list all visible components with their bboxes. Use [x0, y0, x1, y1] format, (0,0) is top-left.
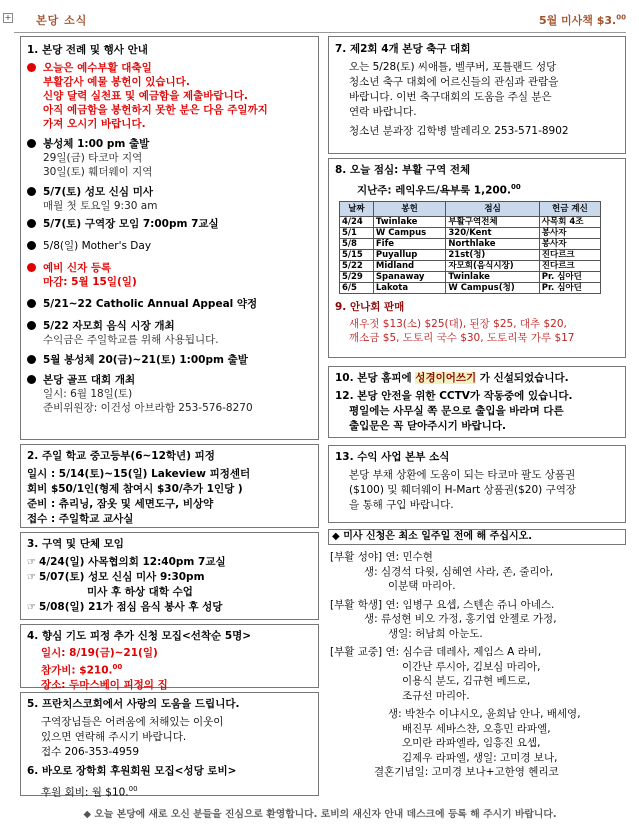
section-2-title: 2. 주일 학교 중고등부(6~12학년) 피정 [27, 450, 215, 462]
table-cell: 21st(청) [446, 249, 539, 260]
table-cell: 5/8 [340, 238, 374, 249]
bullet-icon [27, 375, 36, 384]
bullet-icon [27, 299, 36, 308]
lunch-schedule-table: 날짜 봉헌 점심 헌금 계신 4/24 Twinlake 부활구역전체 사목회 4조 5/1 W Campus 320/Kent 봉사자 5/8 Fife Northlake 봉사자 5/15 Puyallup 21st(청) 진다르크 5/22 Midland 자모회(음식시장) 진다르크 5/29 Spanaway Twinlake Pr. 심아딘 6/5 Lakota W Campus(청) Pr. 심아딘 [339, 201, 601, 294]
section-1 [20, 36, 319, 440]
section-7-title: 7. 제2회 4개 본당 축구 대회 [335, 43, 471, 55]
bullet-icon [27, 63, 36, 72]
table-cell: 부활구역전체 [446, 216, 539, 227]
diamond-icon: ◆ [83, 809, 91, 820]
mothers-day-item: 5/8(일) Mother's Day [27, 239, 312, 253]
golf-item: 본당 골프 대회 개최 일시: 6월 18일(토) 준비위원장: 이건성 아브라함 253-576-8270 [27, 373, 312, 415]
section-5-6: 5. 프란치스코회에서 사랑의 도움을 드립니다. 구역장님들은 어려움에 처해있는 이웃이 있으면 연락해 주시기 바랍니다. 접수 206-353-4959 6. 바오로 장학회 후원회원 모집<성당 로비> 후원 회비: 월 $10.00 [20, 692, 319, 796]
table-cell: W Campus [373, 227, 446, 238]
expand-icon[interactable]: + [4, 13, 12, 22]
table-cell: 5/22 [340, 260, 374, 271]
table-cell: 진다르크 [539, 249, 600, 260]
table-cell: 5/1 [340, 227, 374, 238]
table-cell: 진다르크 [539, 260, 600, 271]
mass-request-bar: ◆ 미사 신청은 최소 일주일 전에 해 주십시오. [328, 529, 626, 545]
mass-intentions: [부활 성야] 연: 민수현 생: 심경석 다윗, 심혜연 사라, 존, 줄리아, 이분택 마리아. [부활 학생] 연: 임병구 요셉, 스텐손 쥬니 아네스. 생: 류성현 비오 가정, 홍기엽 안젤로 가정, 생일: 허남희 아눈도. [부활 교중] 연: 심수금 데레사, 제임스 A 라비, 이간난 루시아, 김보심 마리아, 이용식 분도, 김규현 베드로, 조규선 마리아. 생: 박찬수 이냐시오, 윤희남 안나, 배세영, 배진무 세바스챤, 오흥민 라파엘, 오미란 라파엘라, 임흥진 요셉, 김제우 라파엘, 생일: 고미경 보나, 결혼기념일: 고미경 보나+고한영 헨리코 [330, 551, 581, 778]
section-8-9: 8. 오늘 점심: 부활 구역 전체 지난주: 레익우드/욕부룩 1,200.00 날짜 봉헌 점심 헌금 계신 4/24 Twinlake 부활구역전체 사목회 4조 5/1 W Campus 320/Kent 봉사자 5/8 Fife Northlake 봉사자 5/15 Puyallup 21st(청) 진다르크 5/22 Midland 자모회(음식시장) 진다르크 5/29 Spanaway Twinlake Pr. 심아딘 6/5 Lakota W Campus(청) Pr. 심아딘 9. 안나회 판매 새우젓 $13(소) $25(대), 된장 $25, 대추 $20, 깨소금 $5, 도토리 국수 $30, 도토리묵 가루 $17 [328, 158, 626, 358]
table-cell: 사목회 4조 [539, 216, 600, 227]
bullet-icon [27, 263, 36, 272]
section-8-title: 8. 오늘 점심: 부활 구역 전체 [335, 164, 471, 176]
section-7: 7. 제2회 4개 본당 축구 대회 오는 5/28(토) 씨애틀, 벨쿠버, 포틀랜드 성당 청소년 축구 대회에 어르신들의 관심과 관람을 바랍니다. 이번 축구대회의 도움을 주실 분은 연락 바랍니다. 청소년 분과장 김학병 발레리오 253-571-8902 [328, 36, 626, 154]
table-cell: 봉사자 [539, 227, 600, 238]
header-left: 본당 소식 [36, 14, 88, 27]
table-cell: Spanaway [373, 271, 446, 282]
section-13-title: 13. 수익 사업 본부 소식 [335, 451, 450, 463]
section-2: 2. 주일 학교 중고등부(6~12학년) 피정 일시 : 5/14(토)~15(일) Lakeview 피정센터 회비 $50/1인(형제 참여시 $30/추가 1인당 ) 준비 : 츄리닝, 잠옷 및 세면도구, 비상약 접수 : 주일학교 교사실 [20, 444, 319, 528]
marian-mass-item: 5/7(토) 성모 신심 미사 매월 첫 토요일 9:30 am [27, 185, 312, 213]
table-cell: 320/Kent [446, 227, 539, 238]
section-13: 13. 수익 사업 본부 소식 본당 부채 상환에 도움이 되는 타코마 팔도 상품권 ($100) 및 훼더웨이 H-Mart 상품권($20) 구역장 을 통해 구입 바랍니다. [328, 445, 626, 523]
section-9-title: 9. 안나회 판매 [335, 300, 405, 313]
bullet-icon [27, 139, 36, 148]
section-3: 3. 구역 및 단체 모임 ☞ 4/24(일) 사목협의회 12:40pm 7교실 ☞ 5/07(토) 성모 신심 미사 9:30pm 미사 후 하상 대학 수업 ☞ 5/08(일) 21가 점심 음식 봉사 후 성당 [20, 532, 319, 620]
section-1-title: 1. 본당 전례 및 행사 안내 [27, 44, 148, 56]
pointer-icon: ☞ [27, 572, 36, 583]
table-cell: Midland [373, 260, 446, 271]
table-cell: Fife [373, 238, 446, 249]
table-row [340, 216, 601, 227]
section-10-12: 10. 본당 홈피에 성경이어쓰기 가 신설되었습니다. 12. 본당 안전을 위한 CCTV가 작동중에 있습니다. 평일에는 사무실 쪽 문으로 출입을 바라며 다른 출입문은 꼭 닫아주시기 바랍니다. [328, 366, 626, 438]
table-cell: W Campus(청) [446, 282, 539, 293]
may-communion-item: 5월 봉성체 20(금)~21(토) 1:00pm 출발 [27, 353, 312, 367]
bullet-icon [27, 187, 36, 196]
section-10-line: 10. 본당 홈피에 성경이어쓰기 가 신설되었습니다. [335, 372, 569, 384]
table-cell: 6/5 [340, 282, 374, 293]
section-4-title: 4. 향심 기도 피정 추가 신청 모집<선착순 5명> [27, 630, 252, 642]
appeal-item: 5/21~22 Catholic Annual Appeal 약정 [27, 297, 312, 311]
table-cell: Pr. 심아딘 [539, 271, 600, 282]
welcome-footer: ◆ 오늘 본당에 새로 오신 분들을 진심으로 환영합니다. 로비의 새신자 안내 데스크에 등록 해 주시기 바랍니다. [83, 809, 557, 820]
table-cell: 5/15 [340, 249, 374, 260]
bullet-icon [27, 321, 36, 330]
section-5-title: 5. 프란치스코회에서 사랑의 도움을 드립니다. [27, 698, 240, 710]
catechumen-item: 예비 신자 등록 마감: 5월 15일(일) [27, 261, 312, 289]
table-row [340, 249, 601, 260]
food-market-item: 5/22 자모회 음식 시장 개최 수익금은 주일학교를 위해 사용됩니다. [27, 319, 312, 347]
table-cell: 4/24 [340, 216, 374, 227]
table-cell: 자모회(음식시장) [446, 260, 539, 271]
pointer-icon: ☞ [27, 557, 36, 568]
header-right: 5월 미사책 $3.00 [538, 13, 626, 27]
section-4: 4. 향심 기도 피정 추가 신청 모집<선착순 5명> 일시: 8/19(금)~21(일) 참가비: $210.00 장소: 두마스베이 피정의 집 [20, 624, 319, 688]
diamond-icon: ◆ [332, 531, 340, 542]
table-row [340, 238, 601, 249]
table-cell: Puyallup [373, 249, 446, 260]
bullet-icon [27, 219, 36, 228]
pointer-icon: ☞ [27, 602, 36, 613]
section-3-title: 3. 구역 및 단체 모임 [27, 538, 124, 550]
bullet-icon [27, 241, 36, 250]
table-row [340, 271, 601, 282]
table-cell: 5/29 [340, 271, 374, 282]
table-cell: Pr. 심아딘 [539, 282, 600, 293]
table-row [340, 260, 601, 271]
table-row [340, 227, 601, 238]
table-cell: Northlake [446, 238, 539, 249]
section-6-title: 6. 바오로 장학회 후원회원 모집<성당 로비> [27, 765, 237, 777]
page-header [4, 8, 626, 33]
table-cell: Twinlake [373, 216, 446, 227]
table-cell: 봉사자 [539, 238, 600, 249]
easter-notice: 오늘은 예수부활 대축일 부활감사 예물 봉헌이 있습니다. 신양 달력 실천표 및 예금함을 제출바랍니다. 아직 예금함을 봉헌하지 못한 분은 다음 주일까지 가져 오시기 바랍니다. [27, 61, 312, 131]
table-cell: Twinlake [446, 271, 539, 282]
table-row [340, 282, 601, 293]
bullet-icon [27, 355, 36, 364]
leader-meeting-item: 5/7(토) 구역장 모임 7:00pm 7교실 [27, 217, 312, 231]
table-cell: Lakota [373, 282, 446, 293]
communion-item: 봉성체 1:00 pm 출발 29일(금) 타코마 지역 30일(토) 훼더웨이 지역 [27, 137, 312, 179]
